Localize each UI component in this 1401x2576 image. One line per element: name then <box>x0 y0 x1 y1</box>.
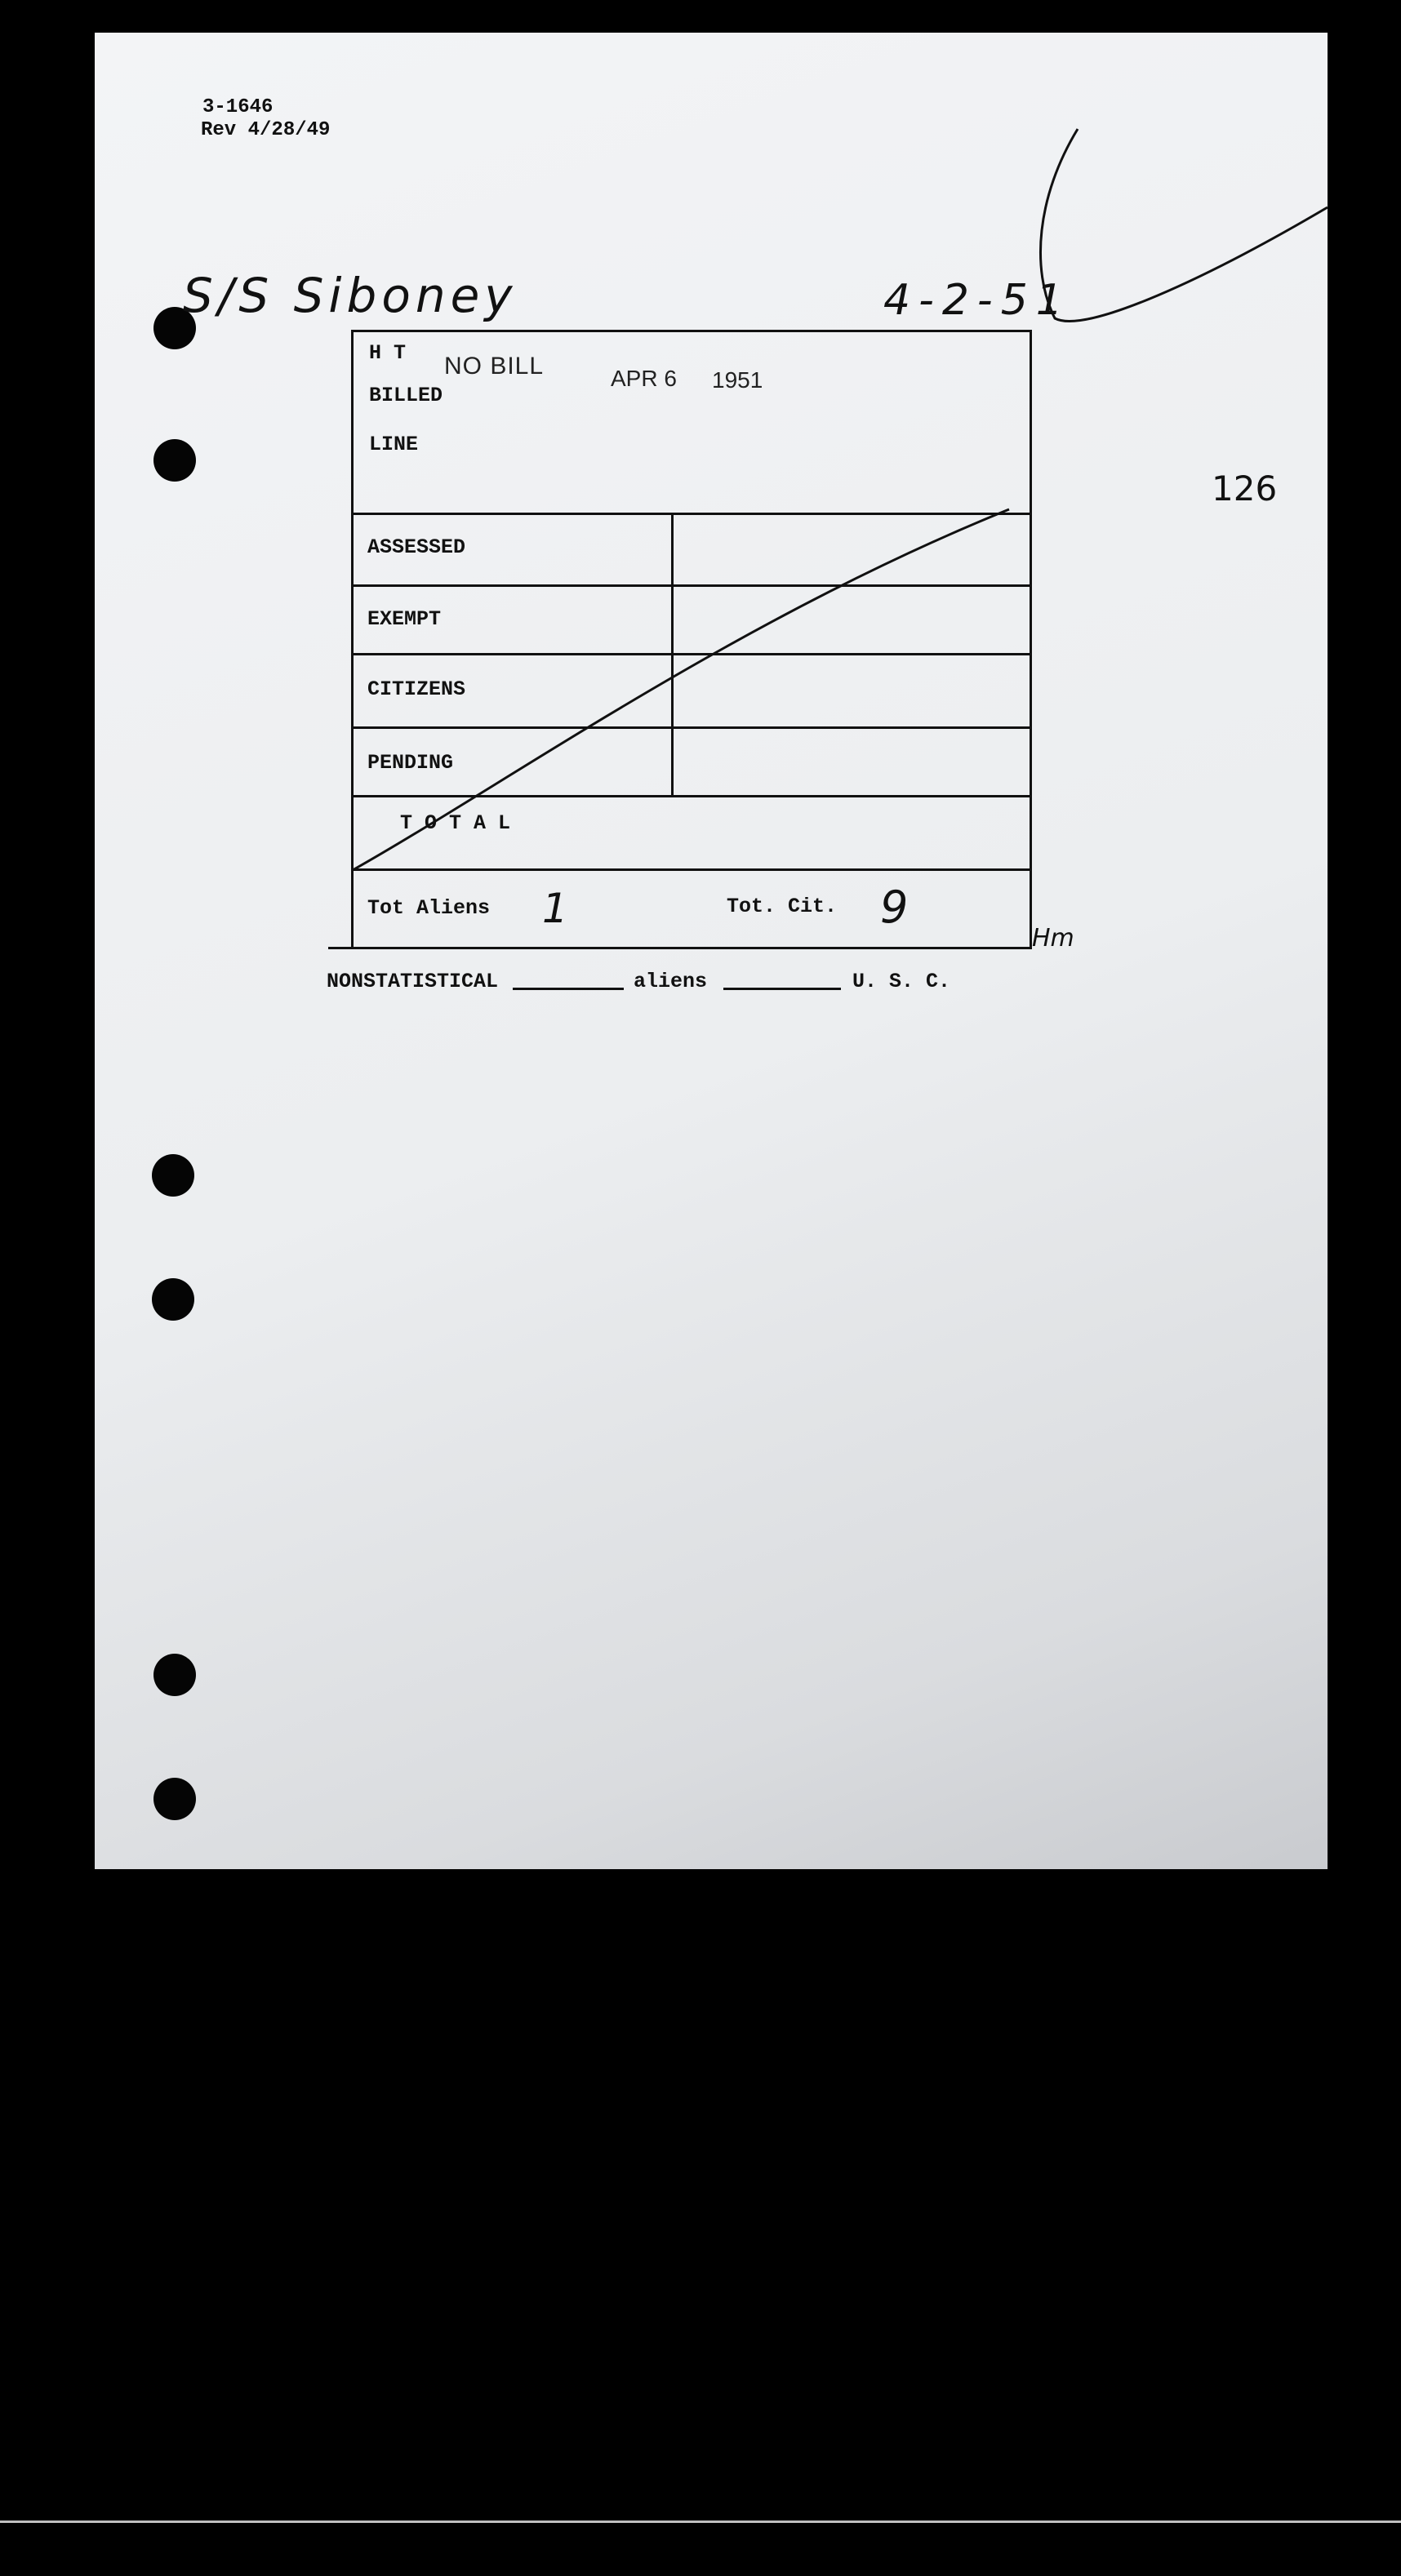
label-exempt: EXEMPT <box>367 607 442 631</box>
label-tot-aliens: Tot Aliens <box>367 896 491 920</box>
checkmark-stroke <box>1040 129 1328 321</box>
label-citizens: CITIZENS <box>367 677 466 701</box>
label-usc: U. S. C. <box>852 970 951 993</box>
form-revision: Rev 4/28/49 <box>201 119 331 141</box>
date-handwritten: 4-2-51 <box>883 276 1071 325</box>
initials-handwritten: Hm <box>1032 924 1074 953</box>
tot-cit-value: 9 <box>880 882 909 933</box>
stamp-date: APR 6 <box>611 366 677 391</box>
stamp-no-bill: NO BILL <box>444 353 545 380</box>
label-line: LINE <box>369 433 419 456</box>
label-billed: BILLED <box>369 384 443 407</box>
label-total: T O T A L <box>400 811 511 835</box>
stamp-year: 1951 <box>712 367 763 393</box>
label-ht: H T <box>369 341 407 365</box>
label-nonstatistical: NONSTATISTICAL <box>327 970 499 993</box>
label-assessed: ASSESSED <box>367 535 466 559</box>
page-number-handwritten: 126 <box>1212 469 1278 509</box>
label-tot-cit: Tot. Cit. <box>727 895 838 918</box>
ship-name-handwritten: S/S Siboney <box>183 268 518 323</box>
tot-aliens-value: 1 <box>542 885 568 932</box>
label-aliens: aliens <box>634 970 708 993</box>
scanner-edge-line <box>0 2520 1401 2523</box>
form-number: 3-1646 <box>202 96 274 118</box>
diagonal-strike-line <box>353 509 1009 870</box>
label-pending: PENDING <box>367 751 454 775</box>
